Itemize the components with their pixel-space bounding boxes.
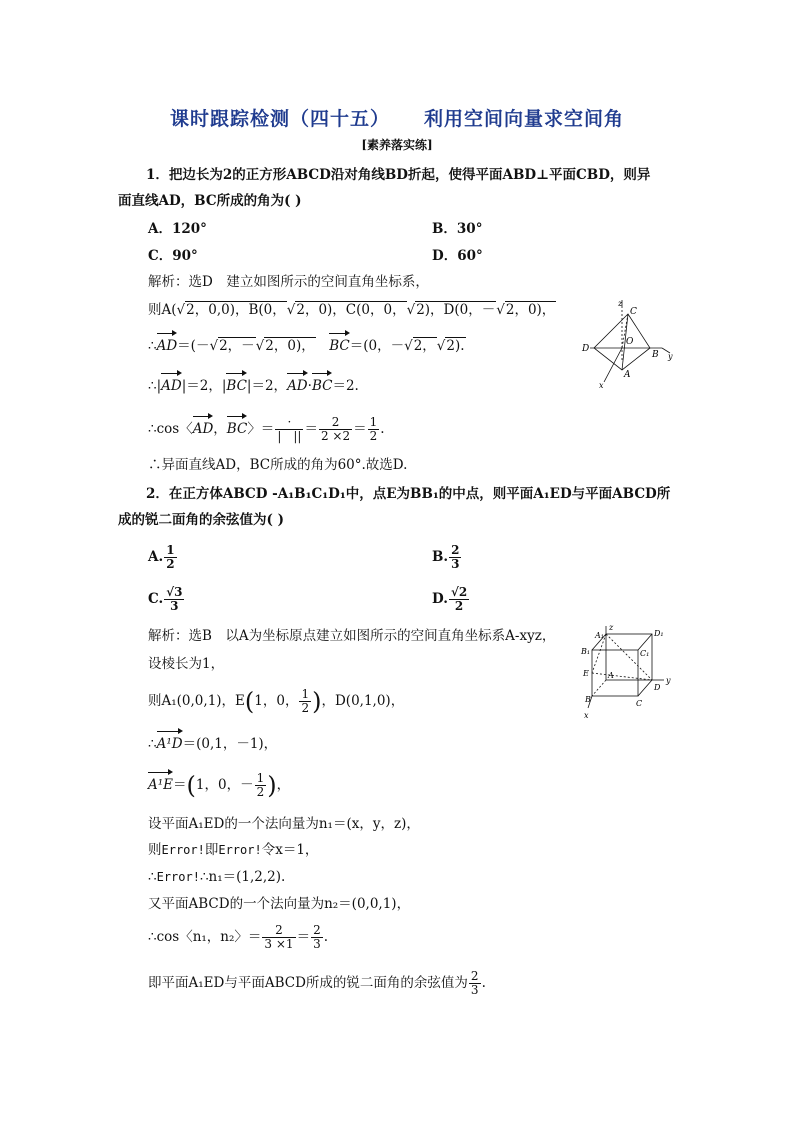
label-a1: A₁ — [595, 631, 604, 640]
label-c: C — [636, 699, 643, 708]
title-left: 课时跟踪检测（四十五） — [169, 108, 390, 130]
q2-solution-cosine: ∴cos〈n₁，n₂〉＝ $\frac{2}{3 \times 1}$ ＝ $\frac{2}{3}$ . — [148, 923, 328, 951]
q2-solution-line2: 设棱长为1， — [148, 656, 225, 672]
q2-stem-line2: 成的锐二面角的余弦值为( ) — [118, 512, 284, 528]
label-z: z — [609, 623, 614, 632]
q2-option-d: D. $\frac{√2}{2}$ — [432, 585, 468, 613]
q2-solution-vector-a1d: ∴A¹D＝(0,1，－1)， — [148, 736, 278, 752]
q2-solution-normal-setup: 设平面A₁ED的一个法向量为n₁＝(x，y，z)， — [148, 816, 420, 832]
q1-stem-line2: 面直线AD，BC所成的角为( ) — [118, 193, 302, 209]
title-right: 利用空间向量求空间角 — [424, 108, 625, 130]
label-e: E — [583, 669, 589, 678]
q1-solution-magnitudes: ∴|AD|＝2，|BC|＝2，AD·BC＝2. — [148, 378, 359, 394]
q2-solution-vector-a1e: A¹E＝(1，0，－ $\frac{1}{2}$ )， — [148, 771, 291, 800]
label-b: B — [585, 695, 591, 704]
q2-solution-line1: 解析：选B 以A为坐标原点建立如图所示的空间直角坐标系A-xyz， — [148, 628, 556, 644]
label-b: B — [652, 350, 659, 360]
q1-option-d: D．60° — [432, 248, 483, 264]
label-d: D — [582, 344, 590, 354]
q2-solution-points: 则A₁(0,0,1)，E(1，0， $\frac{1}{2}$ )，D(0,1,0)， — [148, 687, 405, 716]
figure-folded-square — [580, 298, 680, 390]
label-a: A — [624, 370, 631, 380]
page-title — [0, 104, 794, 131]
vector-ad: AD — [156, 338, 178, 354]
q2-option-a: A. $\frac{1}{2}$ — [148, 543, 175, 571]
q2-solution-system: 则Error!即Error!令x＝1， — [148, 842, 319, 858]
label-d1: D₁ — [654, 629, 664, 638]
q2-option-b: B. $\frac{2}{3}$ — [432, 543, 460, 571]
q2-option-c: C. $\frac{√3}{3}$ — [148, 585, 183, 613]
q1-solution-coords: 则A(√2，0,0)，B(0，√2，0)，C(0，0，√2)，D(0，－√2，0)， — [148, 302, 556, 318]
label-b1: B₁ — [581, 647, 591, 656]
x-axis — [604, 348, 622, 382]
figure-cube — [580, 622, 680, 727]
q1-solution-line1: 解析：选D 建立如图所示的空间直角坐标系， — [148, 274, 429, 290]
label-z: z — [618, 299, 623, 308]
label-y: y — [666, 676, 671, 685]
q1-option-c: C．90° — [148, 248, 198, 264]
q2-solution-base-normal: 又平面ABCD的一个法向量为n₂＝(0,0,1)， — [148, 896, 411, 912]
q1-option-a: A．120° — [148, 221, 207, 237]
vector-bc: BC — [329, 338, 350, 354]
label-d: D — [654, 683, 661, 692]
q1-solution-cosine: ∴cos〈AD，BC〉＝ $\frac{\cdot}{| ||}$ ＝ $\frac{2}{2 \times 2}$ ＝ $\frac{1}{2}$ . — [148, 415, 385, 443]
label-o: O — [626, 337, 634, 347]
label-x: x — [584, 711, 589, 720]
label-c: C — [630, 307, 637, 317]
q2-solution-normal-result: ∴Error!∴n₁＝(1,2,2). — [148, 869, 286, 885]
label-x: x — [599, 381, 604, 390]
label-y: y — [668, 352, 673, 361]
label-c1: C₁ — [640, 649, 650, 658]
section-subtitle: [素养落实练] — [361, 138, 433, 152]
q1-solution-conclusion: ∴异面直线AD，BC所成的角为60°.故选D. — [148, 457, 408, 473]
cube-front-face — [592, 650, 638, 696]
q1-solution-vectors: ∴AD＝(－√2，－√2，0)， BC＝(0，－√2，√2). — [148, 338, 465, 354]
q2-stem-line1: 2．在正方体ABCD -A₁B₁C₁D₁中，点E为BB₁的中点，则平面A₁ED与平面ABCD所 — [146, 486, 671, 502]
q2-solution-conclusion: 即平面A₁ED与平面ABCD所成的锐二面角的余弦值为 $\frac{2}{3}$ . — [148, 969, 486, 997]
q1-option-b: B．30° — [432, 221, 483, 237]
q1-stem-line1: 1．把边长为2的正方形ABCD沿对角线BD折起，使得平面ABD⊥平面CBD，则异 — [146, 167, 651, 183]
label-a: A — [608, 671, 614, 680]
